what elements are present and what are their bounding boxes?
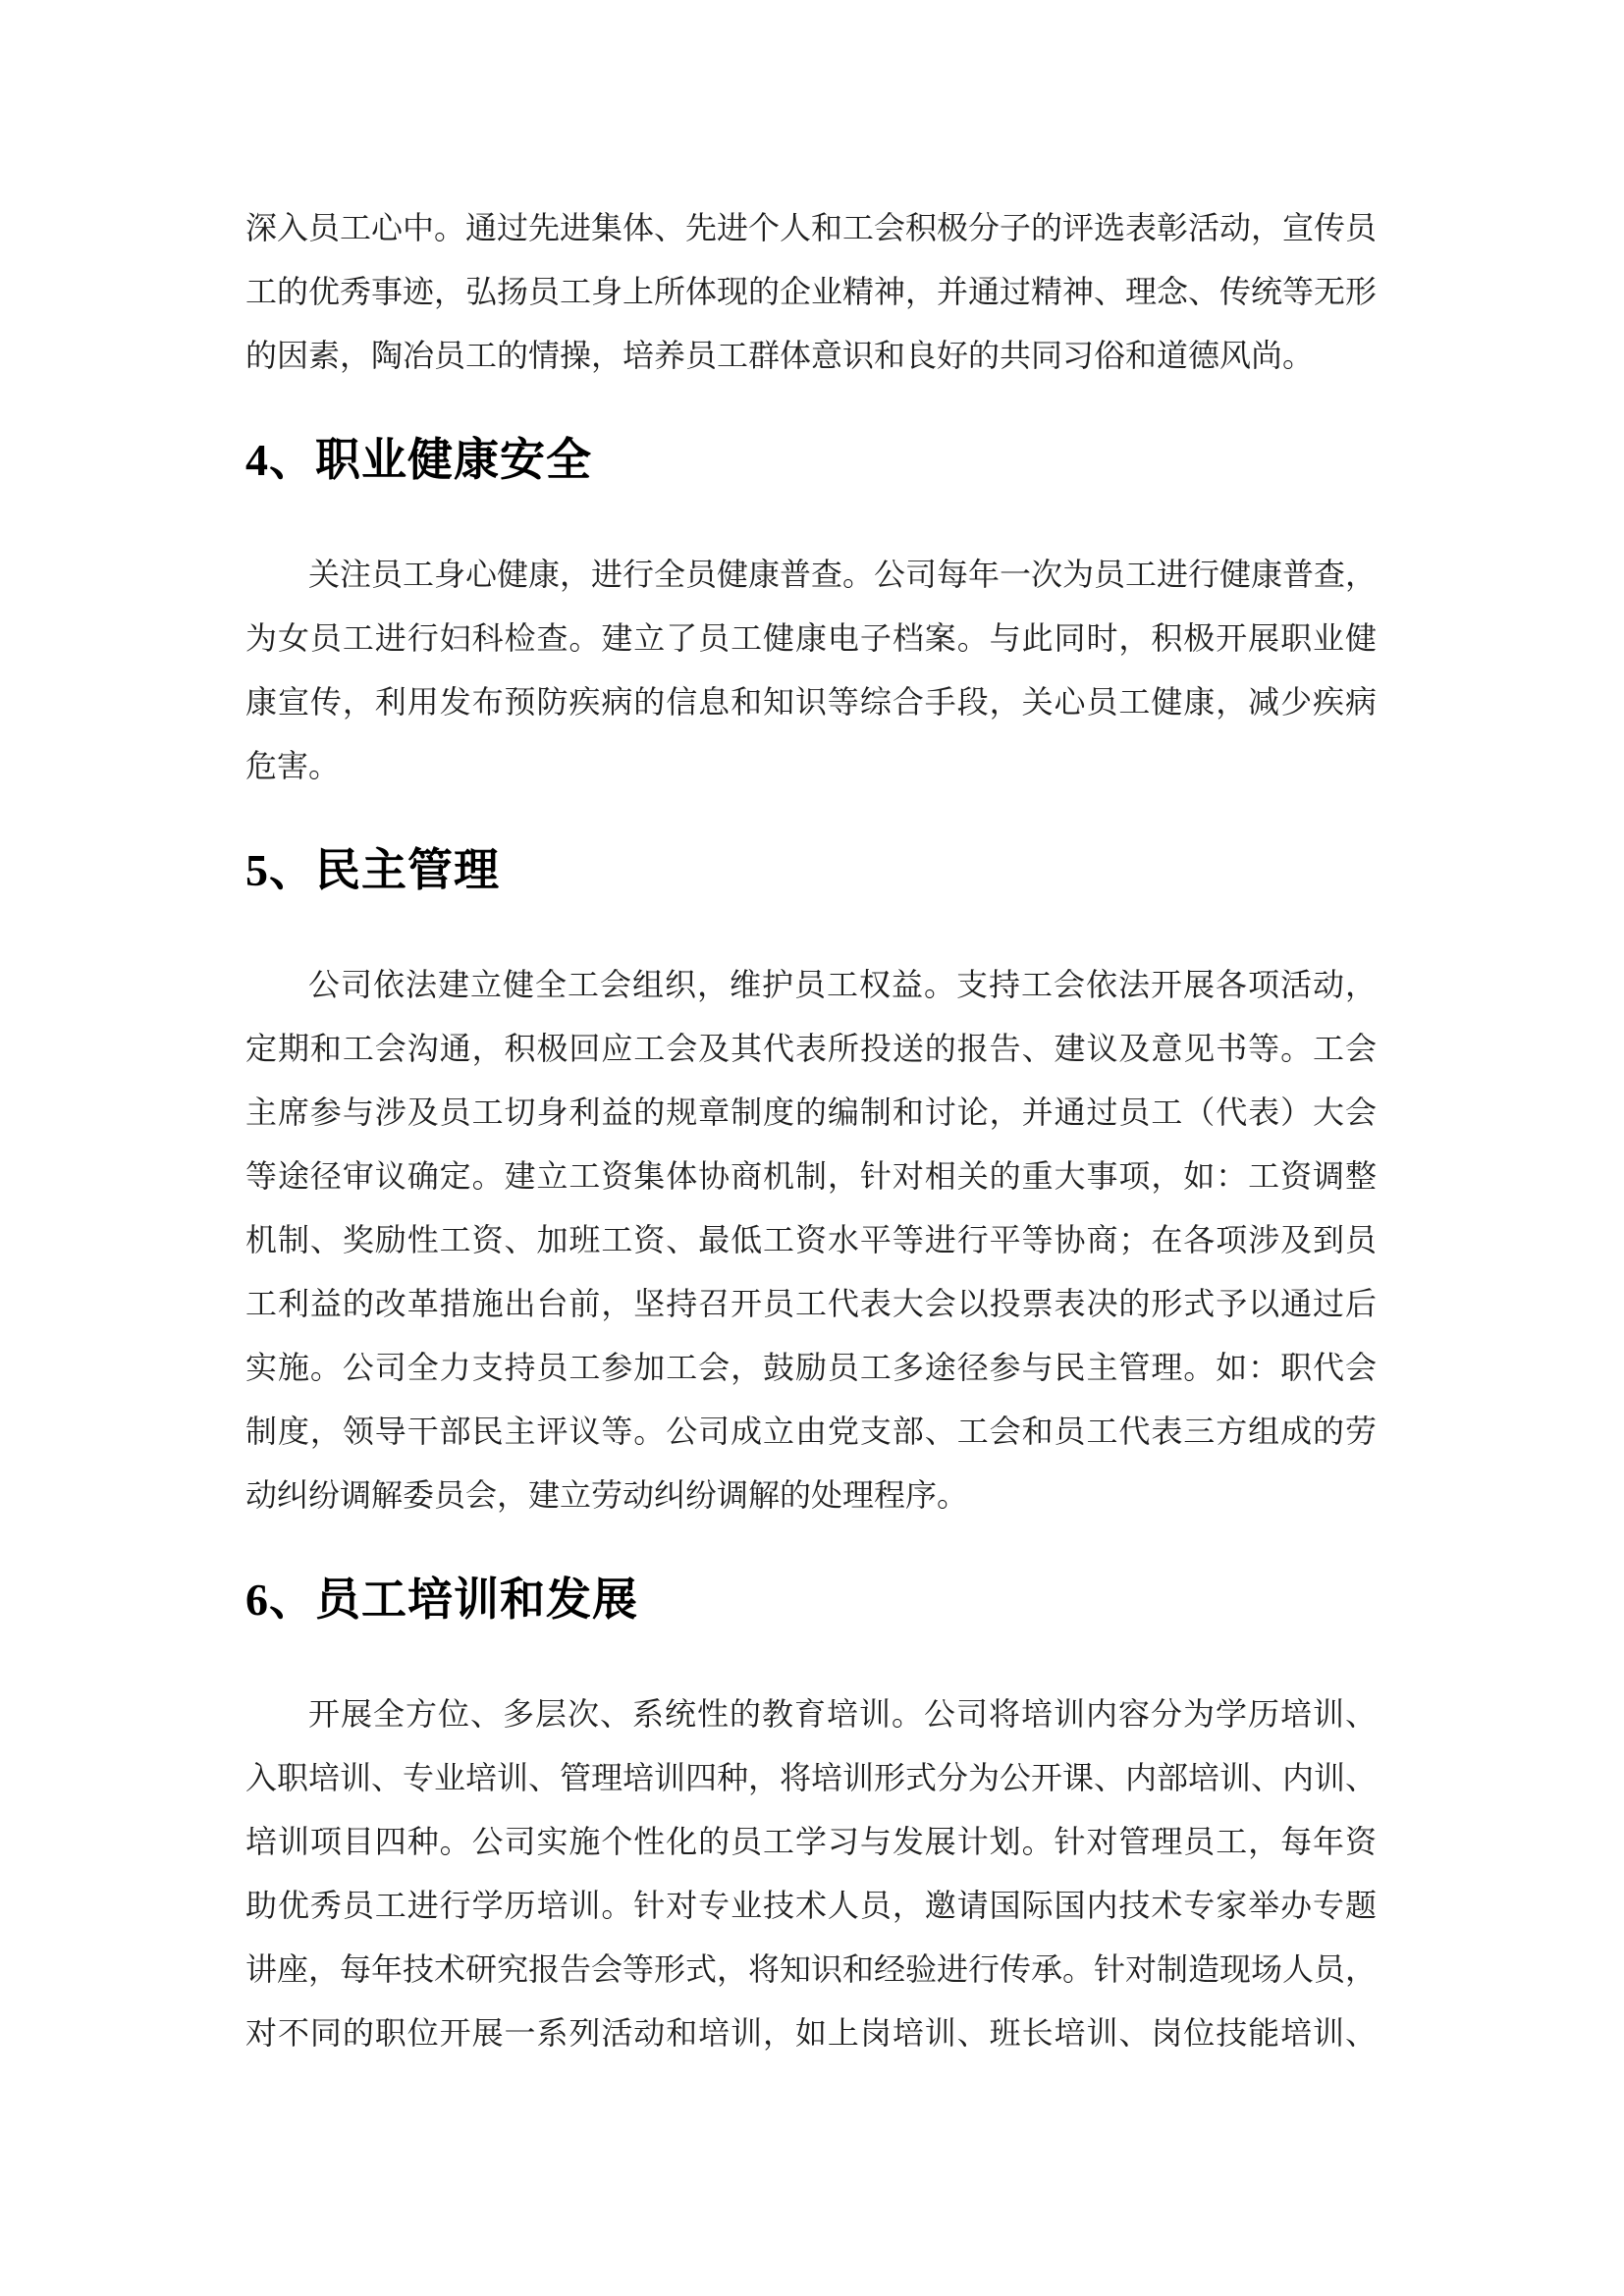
section-heading-occupational-health-safety: 4、职业健康安全: [245, 435, 592, 485]
body-line: 公司依法建立健全工会组织，维护员工权益。支持工会依法开展各项活动，: [308, 967, 1377, 1002]
page-content: [245, 196, 1377, 2065]
body-line: 关注员工身心健康，进行全员健康普查。公司每年一次为员工进行健康普查，: [308, 557, 1378, 592]
body-line: 讲座，每年技术研究报告会等形式，将知识和经验进行传承。针对制造现场人员，: [245, 1951, 1378, 1987]
body-line: 深入员工心中。通过先进集体、先进个人和工会积极分子的评选表彰活动，宣传员: [245, 210, 1378, 245]
body-line: 机制、奖励性工资、加班工资、最低工资水平等进行平等协商；在各项涉及到员: [245, 1222, 1377, 1257]
body-line: 工利益的改革措施出台前，坚持召开员工代表大会以投票表决的形式予以通过后: [245, 1286, 1377, 1321]
section-heading-democratic-management: 5、民主管理: [245, 845, 500, 895]
body-line: 助优秀员工进行学历培训。针对专业技术人员，邀请国际国内技术专家举办专题: [245, 1888, 1377, 1923]
body-line: 为女员工进行妇科检查。建立了员工健康电子档案。与此同时，积极开展职业健: [245, 620, 1377, 656]
body-line: 工的优秀事迹，弘扬员工身上所体现的企业精神，并通过精神、理念、传统等无形: [245, 274, 1378, 309]
paragraph-democratic-management: [245, 953, 1377, 1527]
body-line: 对不同的职位开展一系列活动和培训，如上岗培训、班长培训、岗位技能培训、: [245, 2015, 1377, 2051]
body-line: 培训项目四种。公司实施个性化的员工学习与发展计划。针对管理员工，每年资: [245, 1824, 1377, 1859]
body-line: 主席参与涉及员工切身利益的规章制度的编制和讨论，并通过员工（代表）大会: [245, 1095, 1377, 1130]
body-line: 定期和工会沟通，积极回应工会及其代表所投送的报告、建议及意见书等。工会: [245, 1031, 1377, 1066]
body-line: 实施。公司全力支持员工参加工会，鼓励员工多途径参与民主管理。如：职代会: [245, 1350, 1377, 1385]
body-line: 等途径审议确定。建立工资集体协商机制，针对相关的重大事项，如：工资调整: [245, 1158, 1377, 1194]
body-line: 康宣传，利用发布预防疾病的信息和知识等综合手段，关心员工健康，减少疾病: [245, 684, 1377, 720]
body-line: 的因素，陶冶员工的情操，培养员工群体意识和良好的共同习俗和道德风尚。: [245, 338, 1315, 373]
body-line: 危害。: [245, 748, 341, 783]
section-heading-employee-training-development: 6、员工培训和发展: [245, 1575, 638, 1625]
paragraph-employee-training-development: [245, 1682, 1377, 2065]
body-line: 开展全方位、多层次、系统性的教育培训。公司将培训内容分为学历培训、: [308, 1696, 1377, 1732]
paragraph-occupational-health-safety: [245, 543, 1377, 798]
body-line: 动纠纷调解委员会，建立劳动纠纷调解的处理程序。: [245, 1477, 969, 1513]
paragraph-continuation: [245, 196, 1377, 388]
body-line: 制度，领导干部民主评议等。公司成立由党支部、工会和员工代表三方组成的劳: [245, 1414, 1377, 1449]
body-line: 入职培训、专业培训、管理培训四种，将培训形式分为公开课、内部培训、内训、: [245, 1760, 1378, 1795]
